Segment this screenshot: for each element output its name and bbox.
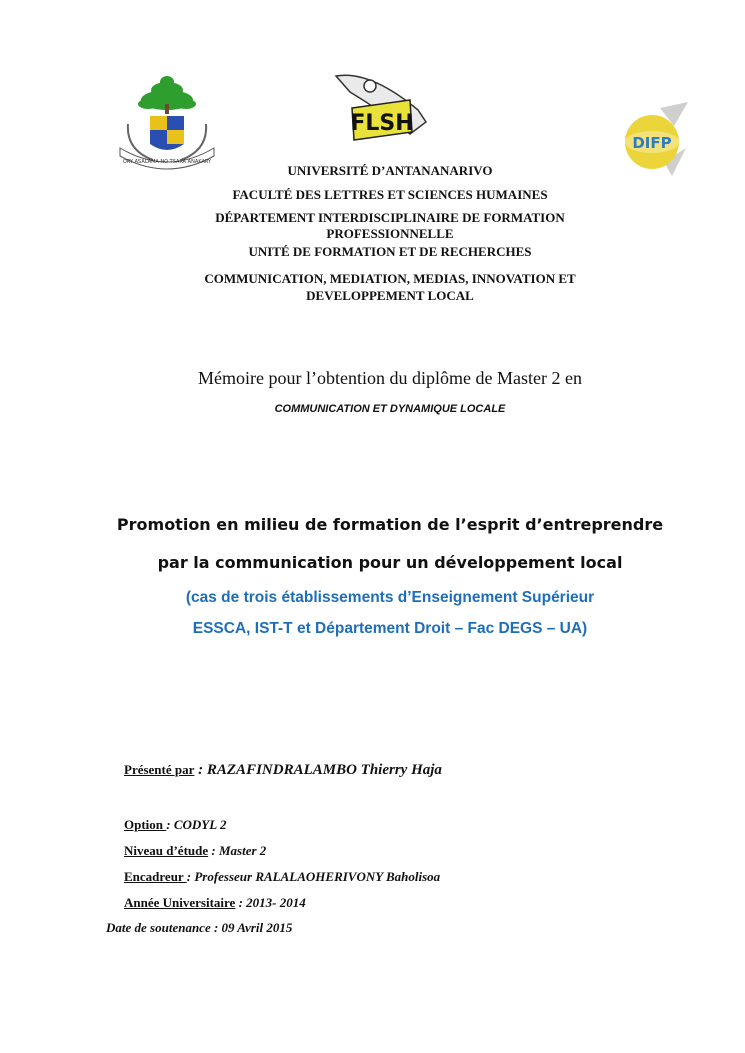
flsh-logo	[330, 70, 430, 150]
presented-by	[124, 762, 442, 779]
memoire-line: Mémoire pour l’obtention du diplôme de Master 2 en	[198, 368, 582, 388]
faculty-name: FACULTÉ DES LETTRES ET SCIENCES HUMAINES	[232, 187, 548, 202]
supervisor-field	[124, 869, 440, 885]
year-label: Année Universitaire	[124, 895, 236, 910]
presented-value: : RAZAFINDRALAMBO Thierry Haja	[194, 762, 442, 778]
presented-label: Présenté par	[124, 762, 195, 777]
university-logo	[108, 72, 226, 176]
defense-date: Date de soutenance : 09 Avril 2015	[106, 920, 293, 935]
department-line-1: DÉPARTEMENT INTERDISCIPLINAIRE DE FORMATION	[215, 210, 565, 225]
department-line-2: PROFESSIONNELLE	[326, 226, 454, 241]
year-value: : 2013- 2014	[235, 895, 306, 910]
university-name: UNIVERSITÉ D’ANTANANARIVO	[287, 163, 493, 178]
thesis-title-line-2: par la communication pour un développement local	[157, 553, 623, 572]
year-field	[124, 895, 306, 911]
option-value: : CODYL 2	[166, 817, 227, 832]
thesis-subtitle-line-2: ESSCA, IST-T et Département Droit – Fac DEGS – UA)	[192, 620, 588, 637]
thesis-subtitle-line-1: (cas de trois établissements d’Enseignement Supérieur	[185, 589, 595, 606]
unit-name: UNITÉ DE FORMATION ET DE RECHERCHES	[248, 244, 532, 259]
difp-text: DIFP	[632, 134, 672, 152]
level-value: : Master 2	[208, 843, 267, 858]
option-field	[124, 817, 226, 833]
level-label: Niveau d’étude	[124, 843, 209, 858]
level-field	[124, 843, 266, 859]
flsh-text: FLSH	[350, 111, 414, 136]
supervisor-value: : Professeur RALALAOHERIVONY Baholisoa	[186, 869, 441, 884]
university-motto: ORY ASALAMA NO TSARA ANAKARY	[122, 159, 212, 165]
program-line-1: COMMUNICATION, MEDIATION, MEDIAS, INNOVATION ET	[204, 271, 576, 286]
specialty: COMMUNICATION ET DYNAMIQUE LOCALE	[274, 403, 506, 415]
option-label: Option	[124, 817, 167, 832]
program-line-2: DEVELOPPEMENT LOCAL	[306, 288, 474, 303]
thesis-title-line-1: Promotion en milieu de formation de l’esprit d’entreprendre	[116, 515, 664, 534]
supervisor-label: Encadreur	[124, 869, 187, 884]
